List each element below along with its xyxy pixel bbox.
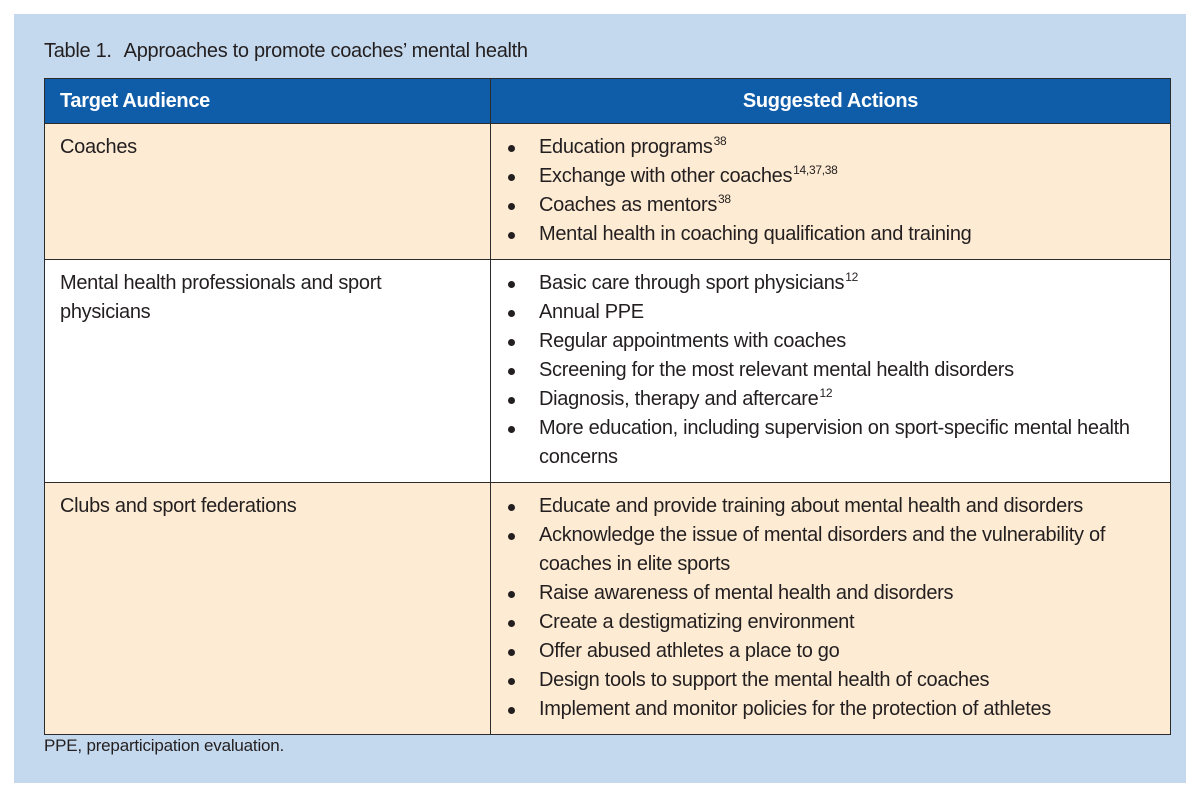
table-footnote: PPE, preparticipation evaluation. [44,736,285,755]
action-text: Regular appointments with coaches [539,330,846,352]
action-text: Create a destigmatizing environment [539,611,855,633]
citation-sup: 12 [819,386,833,400]
action-list [506,133,1156,249]
action-text: Annual PPE [539,301,644,323]
action-text: Design tools to support the mental health of coaches [539,669,990,691]
table-row [45,260,1171,483]
list-item [506,385,1156,414]
action-text: Mental health in coaching qualification and training [539,223,972,245]
approaches-table [44,78,1171,735]
header-suggested-actions: Suggested Actions [491,79,1171,124]
audience-cell: Clubs and sport federations [45,483,491,735]
list-item [506,220,1156,249]
table-row [45,124,1171,260]
list-item [506,356,1156,385]
action-text: Educate and provide training about mental health and disorders [539,495,1083,517]
action-text: Basic care through sport physicians [539,272,845,294]
list-item [506,521,1156,579]
list-item [506,162,1156,191]
action-text: Screening for the most relevant mental health disorders [539,359,1014,381]
list-item [506,579,1156,608]
table-panel [14,14,1186,783]
audience-cell: Coaches [45,124,491,260]
list-item [506,608,1156,637]
action-list [506,492,1156,724]
audience-cell: Mental health professionals and sport physicians [45,260,491,483]
list-item [506,269,1156,298]
table-caption [44,40,528,63]
caption-label: Table 1. [44,40,112,62]
action-text: Offer abused athletes a place to go [539,640,840,662]
caption-title: Approaches to promote coaches’ mental health [123,40,528,62]
list-item [506,666,1156,695]
citation-sup: 12 [845,270,858,284]
action-text: Implement and monitor policies for the protection of athletes [539,698,1051,720]
action-text: Raise awareness of mental health and disorders [539,582,954,604]
header-target-audience: Target Audience [45,79,491,124]
list-item [506,695,1156,724]
list-item [506,492,1156,521]
list-item [506,298,1156,327]
action-text: Education programs [539,136,713,158]
citation-sup: 38 [718,192,731,206]
action-text: Acknowledge the issue of mental disorders and the vulnerability of coaches in elite sports [539,524,1106,575]
list-item [506,191,1156,220]
list-item [506,414,1156,472]
actions-cell [491,483,1171,735]
action-text: Exchange with other coaches [539,165,793,187]
action-list [506,269,1156,472]
table-row [45,483,1171,735]
actions-cell [491,124,1171,260]
actions-cell [491,260,1171,483]
action-text: Coaches as mentors [539,194,718,216]
list-item [506,327,1156,356]
action-text: More education, including supervision on sport-specific mental health concerns [539,417,1130,468]
list-item [506,637,1156,666]
citation-sup: 14,37,38 [793,163,838,177]
citation-sup: 38 [713,134,727,148]
list-item [506,133,1156,162]
header-row [45,79,1171,124]
action-text: Diagnosis, therapy and aftercare [539,388,819,410]
